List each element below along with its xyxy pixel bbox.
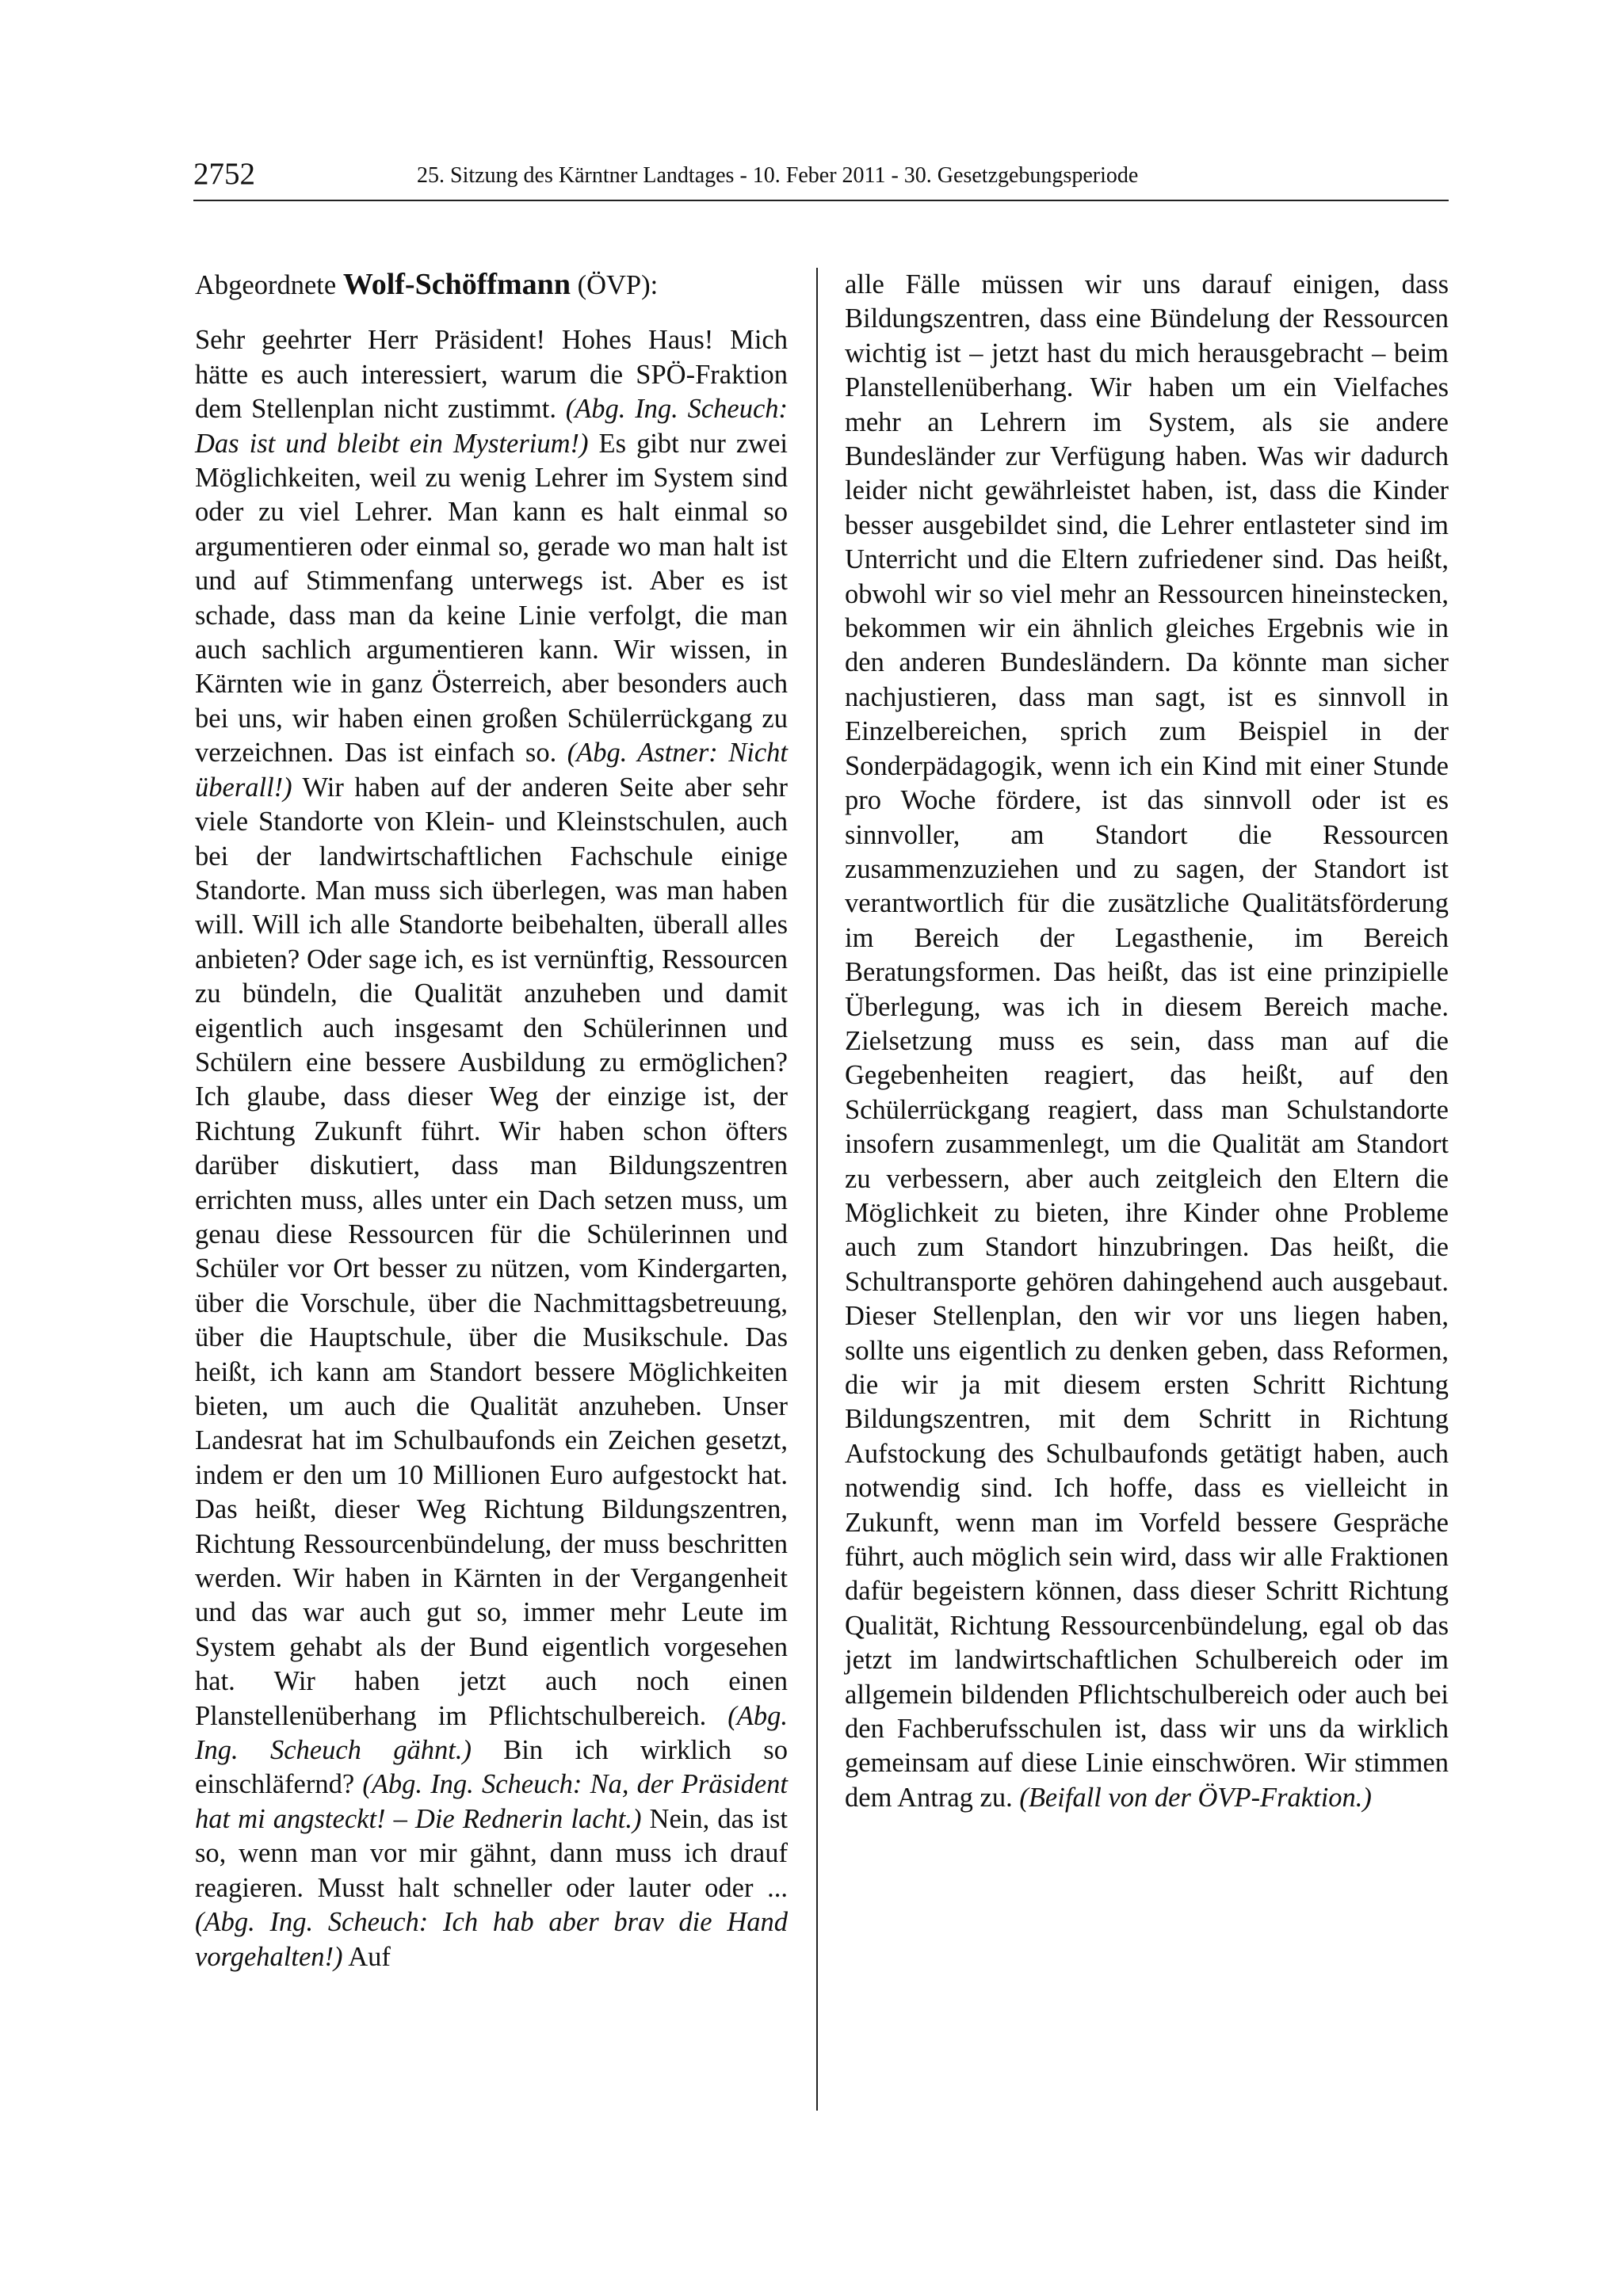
page-number: 2752 [193,157,255,191]
speaker-prefix: Abgeordnete [195,270,343,300]
speech-text: Nein, das ist so, wenn man vor mir gähnt, dann muss ich drauf reagieren. Musst halt schneller oder lauter oder ... [195,1803,788,1903]
speech-text: alle Fälle müssen wir uns darauf einigen, dass Bildungszentren, dass eine Bündelung der Ressourcen wichtig ist – jetzt hast du mich herausgebracht – beim Planstellenüberhang. Wir haben um ein Vielfaches mehr an Lehrern im System, als sie andere Bundesländer zur Verfügung haben. Was wir dadurch leider nicht gewährleistet haben, ist, dass die Kinder besser ausgebildet sind, die Lehrer entlasteter sind im Unterricht und die Eltern zufriedener sind. Das heißt, obwohl wir so viel mehr an Ressourcen hineinstecken, bekommen wir ein ähnlich gleiches Ergebnis wie in den anderen Bundesländern. Da könnte man sicher nachjustieren, dass man sagt, ist es sinnvoll in Einzelbereichen, sprich zum Beispiel in der Sonderpädagogik, wenn ich ein Kind mit einer Stunde pro Woche fördere, ist das sinnvoll oder ist es sinnvoller, am Standort die Ressourcen zusammenzuziehen und zu sagen, der Standort ist verantwortlich für die zusätzliche Qualitätsförderung im Bereich der Legasthenie, im Bereich Beratungsformen. Das heißt, das ist eine prinzipielle Überlegung, was ich in diesem Bereich mache. Zielsetzung muss es sein, dass man auf die Gegebenheiten reagiert, das heißt, auf den Schülerrückgang reagiert, dass man Schulstandorte insofern zusammenlegt, um die Qualität am Standort zu verbessern, aber auch zeitgleich den Eltern die Möglichkeit zu bieten, ihre Kinder ohne Probleme auch zum Standort hinzubringen. Das heißt, die Schultransporte gehören dahingehend auch ausgebaut. Dieser Stellenplan, den wir vor uns liegen haben, sollte uns eigentlich zu denken geben, dass Reformen, die wir ja mit diesem ersten Schritt Richtung Bildungszentren, mit dem Schritt in Richtung Aufstockung des Schulbaufonds getätigt haben, auch notwendig sind. Ich hoffe, dass es vielleicht in Zukunft, wenn man im Vorfeld bessere Gespräche führt, auch möglich sein wird, dass wir alle Fraktionen dafür begeistern können, dass dieser Schritt Richtung Qualität, Richtung Ressourcenbündelung, egal ob das jetzt im landwirtschaftlichen Schulbereich oder im allgemein bildenden Pflichtschulbereich oder auch bei den Fachberufsschulen ist, dass wir uns da wirklich gemeinsam auf diese Linie einschwören. Wir stimmen dem Antrag zu. [845,269,1449,1813]
speech-text: Auf [342,1941,391,1972]
speaker-party: (ÖVP): [570,270,659,300]
left-column [195,268,788,1974]
interjection: (Abg. Astner: Nicht überall!) [195,738,789,803]
column-divider [816,268,818,2111]
page-header [193,155,1449,201]
speech-text: Es gibt nur zwei Möglichkeiten, weil zu wenig Lehrer im System sind oder zu viel Lehrer. Man kann es halt einmal so argumentieren oder einmal so, gerade wo man halt ist und auf Stimmenfang unterwegs ist. Aber es ist schade, dass man da keine Linie verfolgt, die man auch sachlich argumentieren kann. Wir wissen, in Kärnten wie in ganz Österreich, aber besonders auch bei uns, wir haben einen großen Schülerrückgang zu verzeichnen. Das ist einfach so. [195,428,788,769]
speech-paragraph [195,323,788,1974]
speech-paragraph [845,268,1449,1815]
interjection: (Abg. Ing. Scheuch: Das ist und bleibt ein Mysterium!) [195,394,789,459]
right-column [845,268,1449,1815]
speaker-heading [195,268,788,303]
running-title: 25. Sitzung des Kärntner Landtages - 10. Feber 2011 - 30. Gesetzgebungsperiode [417,163,1139,188]
interjection: (Abg. Ing. Scheuch: Ich hab aber brav die Hand vorgehalten!) [195,1907,788,1972]
speech-text: Sehr geehrter Herr Präsident! Hohes Haus! Mich hätte es auch interessiert, warum die SPÖ-Fraktion dem Stellenplan nicht zustimmt. [195,325,788,425]
speech-text: Wir haben auf der anderen Seite aber sehr viele Standorte von Klein- und Kleinstschulen, auch bei der landwirtschaftlichen Fachschule einige Standorte. Man muss sich überlegen, was man haben will. Will ich alle Standorte beibehalten, überall alles anbieten? Oder sage ich, es ist vernünftig, Ressourcen zu bündeln, die Qualität anzuheben und damit eigentlich auch insgesamt den Schülerinnen und Schülern eine bessere Ausbildung zu ermöglichen? Ich glaube, dass dieser Weg der einzige ist, der Richtung Zukunft führt. Wir haben schon öfters darüber diskutiert, dass man Bildungszentren errichten muss, alles unter ein Dach setzen muss, um genau diese Ressourcen für die Schülerinnen und Schüler vor Ort besser zu nützen, vom Kindergarten, über die Vorschule, über die Nachmittagsbetreuung, über die Hauptschule, über die Musikschule. Das heißt, ich kann am Standort bessere Möglichkeiten bieten, um auch die Qualität anzuheben. Unser Landesrat hat im Schulbaufonds ein Zeichen gesetzt, indem er den um 10 Millionen Euro aufgestockt hat. Das heißt, dieser Weg Richtung Bildungszentren, Richtung Ressourcenbündelung, der muss beschritten werden. Wir haben in Kärnten in der Vergangenheit und das war auch gut so, immer mehr Leute im System gehabt als der Bund eigentlich vorgesehen hat. Wir haben jetzt auch noch einen Planstellenüberhang im Pflichtschulbereich. [195,772,788,1731]
interjection: (Abg. Ing. Scheuch gähnt.) [195,1700,788,1766]
speech-text: Bin ich wirklich so einschläfernd? [195,1735,788,1800]
interjection: (Beifall von der ÖVP-Fraktion.) [1019,1782,1372,1813]
speaker-name: Wolf-Schöffmann [342,268,571,301]
interjection: (Abg. Ing. Scheuch: Na, der Präsident hat mi angsteckt! – Die Rednerin lacht.) [195,1769,789,1834]
